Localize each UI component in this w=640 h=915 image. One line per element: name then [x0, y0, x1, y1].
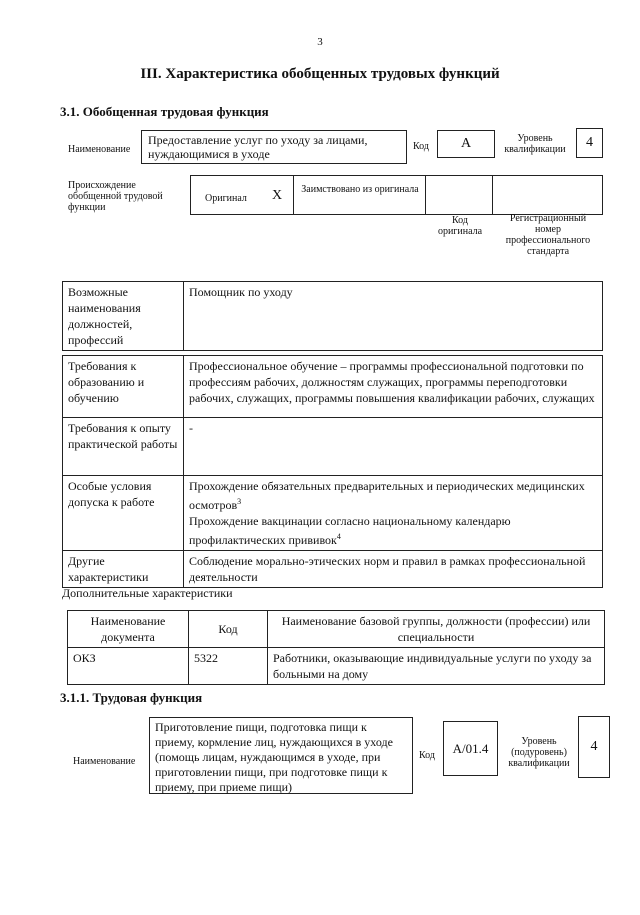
req-experience-value: - — [184, 418, 603, 476]
tf-level-label: Уровень (подуровень) квалификации — [508, 736, 570, 769]
additional-title: Дополнительные характеристики — [62, 586, 233, 600]
gtf-heading: 3.1. Обобщенная трудовая функция — [60, 104, 269, 119]
tf-name-value: Приготовление пищи, подготовка пищи к приему, кормление лиц, нуждающихся в уходе (помощь лицам, нуждающимся в уходе, при приготовлении пищи, при подготовке пищи к приему, при приеме пищи) — [155, 720, 393, 794]
req-conditions-label: Особые условия допуска к работе — [63, 476, 184, 551]
additional-header-doc: Наименование документа — [68, 611, 189, 648]
gtf-code-value: А — [460, 136, 472, 151]
origin-divider-2 — [425, 175, 426, 215]
additional-row-name: Работники, оказывающие индивидуальные услуги по уходу за больными на дому — [268, 648, 605, 685]
reg-number-caption: Регистрационный номер профессионального стандарта — [505, 213, 591, 257]
tf-level-value: 4 — [590, 739, 598, 754]
positions-value: Помощник по уходу — [184, 282, 603, 351]
origin-box — [190, 175, 603, 215]
additional-header-code: Код — [189, 611, 268, 648]
gtf-origin-label: Происхождение обобщенной трудовой функции — [68, 180, 163, 213]
code-original-caption: Код оригинала — [437, 215, 483, 237]
req-experience-label: Требования к опыту практической работы — [63, 418, 184, 476]
footnote-3: 3 — [237, 497, 242, 506]
gtf-level-box — [576, 128, 603, 158]
gtf-level-value: 4 — [586, 135, 593, 150]
page-number: 3 — [317, 36, 323, 48]
req-education-value: Профессиональное обучение – программы профессиональной подготовки по профессиям рабочих, должностям служащих, программы переподготовки рабочих, служащих, программы повышения квалификации рабочих, служащих — [184, 356, 603, 418]
req-other-value: Соблюдение морально-этических норм и правил в рамках профессиональной деятельности — [184, 551, 603, 588]
original-mark: X — [272, 188, 283, 203]
tf-name-label: Наименование — [73, 756, 136, 767]
additional-row-doc: ОКЗ — [68, 648, 189, 685]
requirements-table — [62, 355, 603, 588]
gtf-code-label: Код — [413, 141, 429, 152]
origin-divider-1 — [293, 175, 294, 215]
tf-code-value: А/01.4 — [452, 741, 489, 756]
origin-divider-3 — [492, 175, 493, 215]
req-education-label: Требования к образованию и обучению — [63, 356, 184, 418]
gtf-name-value: Предоставление услуг по уходу за лицами, нуждающимися в уходе — [148, 133, 368, 161]
tf-name-box — [149, 717, 413, 794]
gtf-name-box — [141, 130, 407, 164]
tf-heading: 3.1.1. Трудовая функция — [60, 690, 203, 705]
positions-table — [62, 281, 603, 351]
original-label: Оригинал — [205, 193, 247, 204]
req-conditions-value — [184, 476, 603, 551]
section-title: III. Характеристика обобщенных трудовых функций — [140, 66, 500, 82]
tf-level-box — [578, 716, 610, 778]
req-conditions-line1: Прохождение обязательных предварительных и периодических медицинских осмотров — [189, 479, 585, 512]
additional-table — [67, 610, 605, 685]
req-conditions-line2: Прохождение вакцинации согласно национальному календарю профилактических прививок — [189, 514, 511, 547]
gtf-code-box — [437, 130, 495, 158]
tf-code-label: Код — [419, 750, 435, 761]
additional-header-name: Наименование базовой группы, должности (профессии) или специальности — [268, 611, 605, 648]
additional-row-code: 5322 — [189, 648, 268, 685]
tf-code-box — [443, 721, 498, 776]
gtf-name-label: Наименование — [68, 144, 131, 155]
footnote-4: 4 — [336, 532, 341, 541]
positions-label: Возможные наименования должностей, профессий — [63, 282, 184, 351]
borrowed-label: Заимствовано из оригинала — [301, 184, 419, 195]
req-other-label: Другие характеристики — [63, 551, 184, 588]
gtf-level-label: Уровень квалификации — [504, 133, 566, 155]
